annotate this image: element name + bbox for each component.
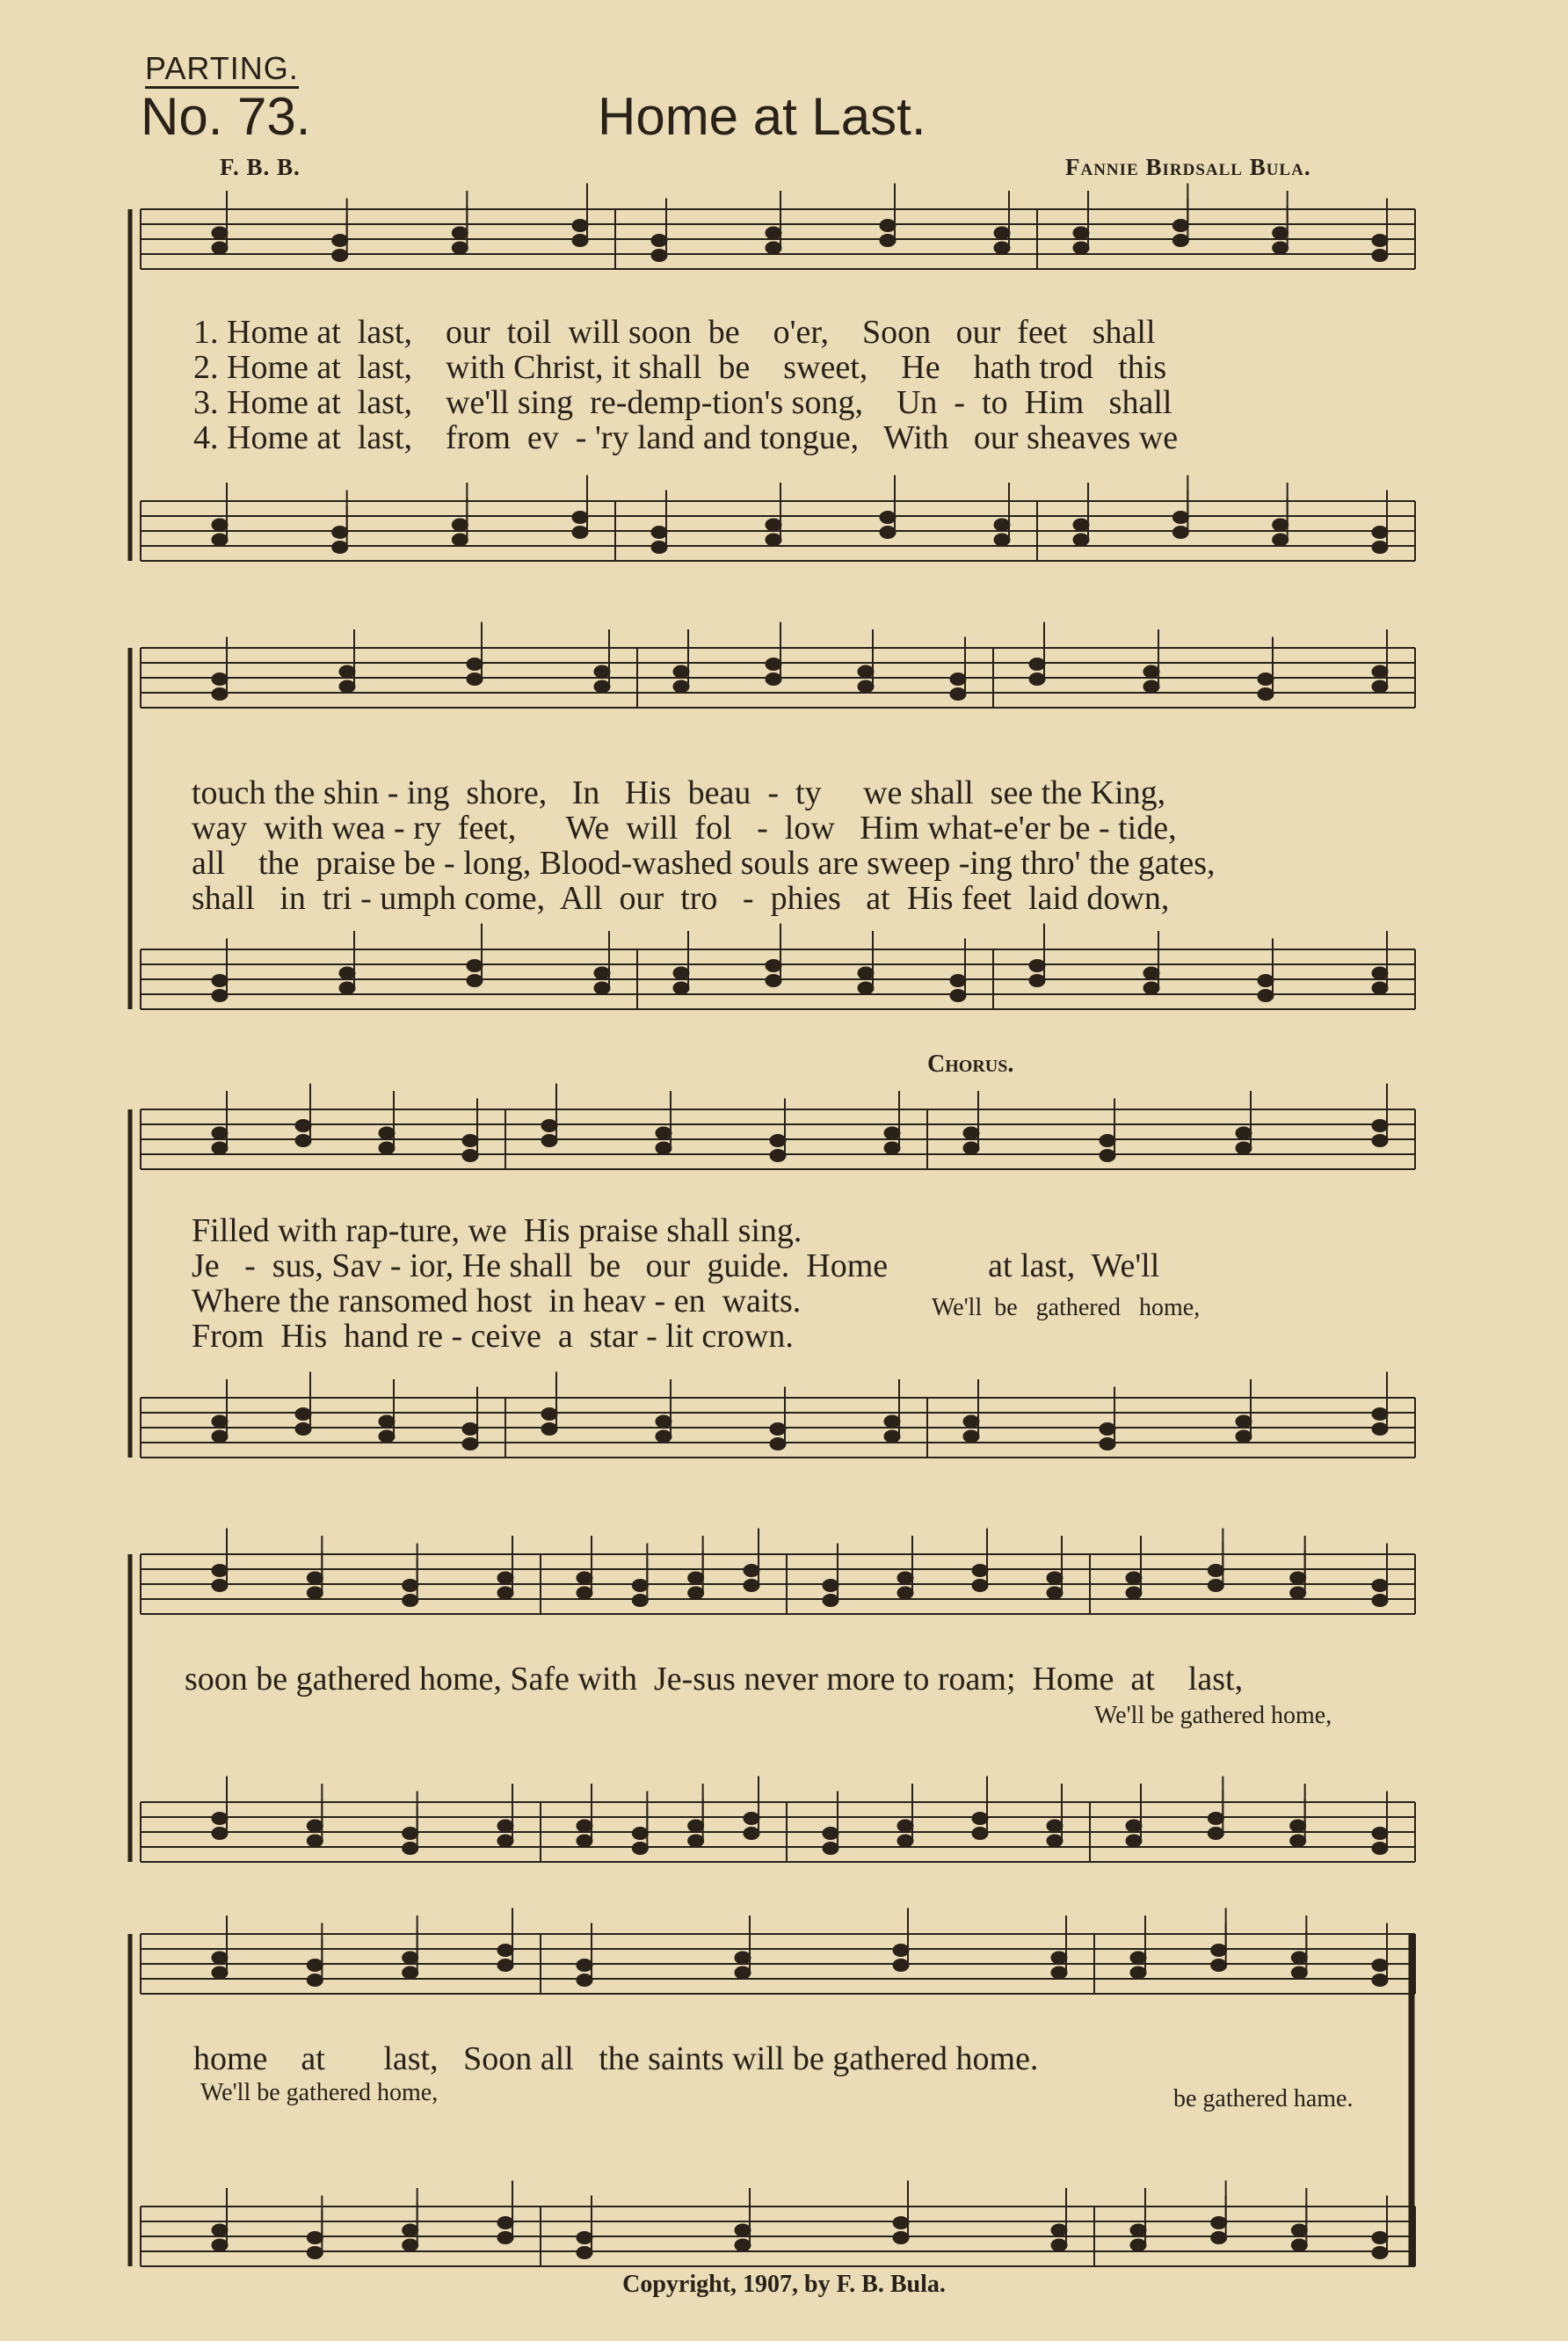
note-head — [572, 527, 588, 539]
note-head — [1047, 1835, 1063, 1847]
note-head — [673, 680, 689, 693]
note-head — [1236, 1430, 1252, 1443]
note-head — [770, 1135, 786, 1147]
note-head — [858, 680, 874, 693]
note-head — [884, 1127, 900, 1139]
note-head — [452, 227, 468, 239]
note-head — [403, 1580, 418, 1592]
note-head — [1372, 1595, 1388, 1607]
note-head — [379, 1127, 395, 1139]
note-head — [994, 519, 1010, 531]
note-head — [688, 1572, 704, 1584]
note-head — [766, 519, 781, 531]
note-head — [950, 990, 966, 1002]
note-head — [403, 1967, 418, 1979]
note-head — [963, 1415, 979, 1428]
note-head — [735, 1952, 751, 1964]
chorus-label: Chorus. — [927, 1051, 1014, 1078]
note-head — [858, 982, 874, 994]
note-head — [823, 1843, 838, 1855]
verse-3-line-1: 3. Home at last, we'll sing re-demp-tion's song, Un - to Him shall — [193, 384, 1172, 421]
note-head — [1208, 1813, 1223, 1825]
note-head — [295, 1135, 311, 1147]
note-head — [212, 227, 228, 239]
note-head — [1290, 1587, 1306, 1599]
note-head — [1372, 1408, 1388, 1421]
note-head — [1372, 1974, 1388, 1987]
note-head — [1172, 527, 1188, 539]
note-head — [858, 665, 874, 678]
note-head — [212, 1127, 228, 1139]
note-head — [1130, 1952, 1146, 1964]
note-head — [744, 1580, 759, 1592]
verse-4-line-1: 4. Home at last, from ev - 'ry land and tongue, With our sheaves we — [193, 419, 1179, 456]
note-head — [950, 975, 966, 987]
note-head — [766, 960, 781, 972]
note-head — [452, 534, 468, 546]
note-head — [379, 1142, 395, 1154]
note-head — [884, 1430, 900, 1443]
note-head — [994, 242, 1010, 254]
note-head — [963, 1142, 979, 1154]
note-head — [212, 1828, 228, 1840]
verse-2-line-2: way with wea - ry feet, We will fol - low Him what-e'er be - tide, — [192, 810, 1177, 847]
note-head — [594, 680, 610, 693]
note-head — [462, 1423, 478, 1436]
note-head — [577, 1974, 592, 1987]
note-head — [893, 1945, 909, 1957]
note-head — [307, 2232, 323, 2244]
note-head — [1172, 512, 1188, 524]
note-head — [766, 975, 781, 987]
note-head — [462, 1150, 478, 1162]
note-head — [823, 1828, 838, 1840]
note-head — [1372, 665, 1388, 678]
note-head — [541, 1423, 557, 1436]
note-head — [452, 519, 468, 531]
note-head — [1029, 975, 1045, 987]
note-head — [735, 2239, 751, 2251]
note-head — [572, 220, 588, 232]
note-head — [339, 665, 355, 678]
note-head — [897, 1587, 913, 1599]
note-head — [339, 982, 355, 994]
note-head — [212, 1580, 228, 1592]
verse-1-line-1: 1. Home at last, our toil will soon be o'er, Soon our feet shall — [193, 314, 1156, 351]
note-head — [1130, 2239, 1146, 2251]
note-head — [1130, 1967, 1146, 1979]
note-head — [1372, 1828, 1388, 1840]
note-head — [1372, 250, 1388, 262]
note-head — [766, 534, 781, 546]
verse-1-line-2: touch the shin - ing shore, In His beau - ty we shall see the King, — [192, 774, 1166, 811]
note-head — [770, 1423, 786, 1436]
note-head — [212, 673, 228, 686]
note-head — [541, 1408, 557, 1421]
note-head — [379, 1415, 395, 1428]
note-head — [1290, 1572, 1306, 1584]
note-head — [467, 658, 483, 671]
note-head — [1372, 542, 1388, 554]
note-head — [212, 1952, 228, 1964]
note-head — [823, 1595, 838, 1607]
note-head — [403, 2224, 418, 2236]
note-head — [766, 227, 781, 239]
note-head — [897, 1835, 913, 1847]
note-head — [1258, 975, 1274, 987]
note-head — [1236, 1127, 1252, 1139]
note-head — [1100, 1423, 1115, 1436]
composer-initials: F. B. B. — [220, 154, 301, 180]
hymn-title: Home at Last. — [598, 87, 926, 146]
note-head — [212, 990, 228, 1002]
chorus-echo-3: We'll be gathered home, — [200, 2079, 439, 2106]
note-head — [1273, 227, 1289, 239]
note-head — [212, 1565, 228, 1577]
note-head — [651, 235, 667, 247]
note-head — [577, 1959, 592, 1972]
note-head — [572, 235, 588, 247]
note-head — [744, 1828, 759, 1840]
note-head — [1029, 658, 1045, 671]
copyright-notice: Copyright, 1907, by F. B. Bula. — [622, 2271, 946, 2298]
note-head — [1143, 665, 1159, 678]
note-head — [1208, 1565, 1223, 1577]
note-head — [577, 2247, 592, 2259]
note-head — [332, 542, 348, 554]
note-head — [452, 242, 468, 254]
note-head — [577, 1572, 592, 1584]
note-head — [462, 1135, 478, 1147]
note-head — [1291, 2224, 1307, 2236]
note-head — [880, 220, 896, 232]
note-head — [497, 1959, 513, 1972]
note-head — [766, 673, 781, 686]
note-head — [1372, 1843, 1388, 1855]
note-head — [403, 1843, 418, 1855]
chorus-line-3: home at last, Soon all the saints will be gathered home. — [193, 2040, 1039, 2077]
note-head — [497, 2232, 513, 2244]
note-head — [1143, 680, 1159, 693]
note-head — [594, 665, 610, 678]
note-head — [744, 1813, 759, 1825]
note-head — [307, 1587, 323, 1599]
note-head — [1236, 1415, 1252, 1428]
note-head — [212, 1430, 228, 1443]
note-head — [541, 1135, 557, 1147]
chorus-echo-4: be gathered hame. — [1173, 2085, 1354, 2112]
note-head — [884, 1142, 900, 1154]
note-head — [212, 975, 228, 987]
note-head — [462, 1438, 478, 1450]
note-head — [1051, 2224, 1067, 2236]
note-head — [403, 1828, 418, 1840]
verse-3-line-3: Where the ransomed host in heav - en waits. — [192, 1283, 802, 1320]
note-head — [673, 982, 689, 994]
note-head — [1073, 227, 1089, 239]
verse-4-line-2: shall in tri - umph come, All our tro - phies at His feet laid down, — [192, 880, 1170, 917]
note-head — [823, 1580, 838, 1592]
note-head — [577, 1835, 592, 1847]
note-head — [766, 242, 781, 254]
note-head — [651, 542, 667, 554]
chorus-echo-1: We'll be gathered home, — [932, 1294, 1201, 1321]
note-head — [1100, 1135, 1115, 1147]
note-head — [688, 1835, 704, 1847]
note-head — [1130, 2224, 1146, 2236]
note-head — [688, 1587, 704, 1599]
note-head — [1372, 1423, 1388, 1436]
note-head — [594, 982, 610, 994]
note-head — [467, 673, 483, 686]
note-head — [212, 1813, 228, 1825]
note-head — [212, 242, 228, 254]
note-head — [1273, 519, 1289, 531]
note-head — [972, 1813, 988, 1825]
note-head — [688, 1820, 704, 1832]
note-head — [1372, 527, 1388, 539]
note-head — [1372, 2232, 1388, 2244]
note-head — [1211, 2217, 1227, 2229]
note-head — [332, 527, 348, 539]
note-head — [332, 235, 348, 247]
note-head — [770, 1150, 786, 1162]
note-head — [1073, 242, 1089, 254]
note-head — [744, 1565, 759, 1577]
note-head — [1258, 673, 1274, 686]
note-head — [972, 1580, 988, 1592]
note-head — [1051, 2239, 1067, 2251]
note-head — [1211, 1945, 1227, 1957]
note-head — [577, 1587, 592, 1599]
note-head — [897, 1572, 913, 1584]
note-head — [1208, 1828, 1223, 1840]
note-head — [1273, 534, 1289, 546]
note-head — [1029, 960, 1045, 972]
note-head — [858, 967, 874, 979]
note-head — [963, 1430, 979, 1443]
note-head — [1051, 1952, 1067, 1964]
note-head — [1126, 1587, 1142, 1599]
note-head — [403, 2239, 418, 2251]
note-head — [1372, 1120, 1388, 1132]
note-head — [735, 1967, 751, 1979]
note-head — [1208, 1580, 1223, 1592]
note-head — [880, 512, 896, 524]
note-head — [307, 1835, 323, 1847]
chorus-line-2: soon be gathered home, Safe with Je-sus never more to roam; Home at last, — [185, 1661, 1244, 1698]
note-head — [307, 1959, 323, 1972]
note-head — [770, 1438, 786, 1450]
note-head — [212, 2224, 228, 2236]
note-head — [1073, 519, 1089, 531]
note-head — [1291, 2239, 1307, 2251]
note-head — [884, 1415, 900, 1428]
verse-3-line-2: all the praise be - long, Blood-washed souls are sweep -ing thro' the gates, — [192, 845, 1216, 882]
note-head — [656, 1415, 671, 1428]
hymn-number: No. 73. — [141, 87, 311, 146]
note-head — [656, 1127, 671, 1139]
note-head — [950, 688, 966, 701]
note-head — [963, 1127, 979, 1139]
note-head — [1172, 220, 1188, 232]
note-head — [577, 1820, 592, 1832]
note-head — [497, 1835, 513, 1847]
note-head — [632, 1843, 648, 1855]
author-credit: Fannie Birdsall Bula. — [1065, 154, 1311, 180]
note-head — [972, 1565, 988, 1577]
note-head — [212, 1967, 228, 1979]
note-head — [594, 967, 610, 979]
note-head — [651, 527, 667, 539]
verse-2-line-1: 2. Home at last, with Christ, it shall be sweet, He hath trod this — [193, 349, 1167, 386]
note-head — [972, 1828, 988, 1840]
note-head — [1126, 1835, 1142, 1847]
note-head — [1236, 1142, 1252, 1154]
note-head — [212, 1142, 228, 1154]
note-head — [497, 1820, 513, 1832]
note-head — [1291, 1952, 1307, 1964]
note-head — [1143, 982, 1159, 994]
note-head — [1211, 1959, 1227, 1972]
note-head — [893, 2217, 909, 2229]
note-head — [212, 688, 228, 701]
note-head — [1143, 967, 1159, 979]
note-head — [1273, 242, 1289, 254]
note-head — [1047, 1572, 1063, 1584]
note-head — [497, 1587, 513, 1599]
note-head — [212, 519, 228, 531]
chorus-echo-2: We'll be gathered home, — [1094, 1702, 1332, 1729]
note-head — [1290, 1820, 1306, 1832]
note-head — [572, 512, 588, 524]
note-head — [332, 250, 348, 262]
note-head — [1051, 1967, 1067, 1979]
note-head — [541, 1120, 557, 1132]
note-head — [673, 665, 689, 678]
note-head — [1372, 680, 1388, 693]
note-head — [497, 2217, 513, 2229]
note-head — [379, 1430, 395, 1443]
note-head — [467, 975, 483, 987]
note-head — [1100, 1438, 1115, 1450]
note-head — [1372, 235, 1388, 247]
note-head — [1372, 1135, 1388, 1147]
note-head — [893, 1959, 909, 1972]
note-head — [880, 527, 896, 539]
note-head — [307, 1974, 323, 1987]
note-head — [577, 2232, 592, 2244]
note-head — [1372, 982, 1388, 994]
note-head — [212, 1415, 228, 1428]
note-head — [403, 1595, 418, 1607]
note-head — [307, 2247, 323, 2259]
verse-4-line-3: From His hand re - ceive a star - lit crown. — [192, 1318, 794, 1355]
note-head — [673, 967, 689, 979]
note-head — [1372, 967, 1388, 979]
note-head — [1372, 1580, 1388, 1592]
note-head — [403, 1952, 418, 1964]
note-head — [339, 680, 355, 693]
note-head — [893, 2232, 909, 2244]
note-head — [632, 1580, 648, 1592]
note-head — [295, 1423, 311, 1436]
note-head — [467, 960, 483, 972]
note-head — [1211, 2232, 1227, 2244]
note-head — [497, 1572, 513, 1584]
note-head — [497, 1945, 513, 1957]
note-head — [656, 1430, 671, 1443]
hymn-topic: PARTING. — [145, 51, 299, 89]
note-head — [1372, 2247, 1388, 2259]
note-head — [1100, 1150, 1115, 1162]
note-head — [1258, 990, 1274, 1002]
note-head — [656, 1142, 671, 1154]
verse-2-line-3: Je - sus, Sav - ior, He shall be our guide. Home at last, We'll — [192, 1247, 1160, 1284]
note-head — [994, 227, 1010, 239]
note-head — [307, 1820, 323, 1832]
note-head — [295, 1408, 311, 1421]
note-head — [1372, 1959, 1388, 1972]
note-head — [897, 1820, 913, 1832]
note-head — [651, 250, 667, 262]
note-head — [735, 2224, 751, 2236]
note-head — [632, 1595, 648, 1607]
note-head — [1258, 688, 1274, 701]
note-head — [1172, 235, 1188, 247]
note-head — [295, 1120, 311, 1132]
note-head — [632, 1828, 648, 1840]
note-head — [994, 534, 1010, 546]
note-head — [339, 967, 355, 979]
note-head — [1291, 1967, 1307, 1979]
note-head — [1126, 1820, 1142, 1832]
note-head — [1126, 1572, 1142, 1584]
note-head — [307, 1572, 323, 1584]
note-head — [1290, 1835, 1306, 1847]
note-head — [1029, 673, 1045, 686]
note-head — [950, 673, 966, 686]
note-head — [212, 534, 228, 546]
note-head — [1047, 1587, 1063, 1599]
note-head — [1047, 1820, 1063, 1832]
verse-1-line-3: Filled with rap-ture, we His praise shall sing. — [192, 1212, 802, 1249]
note-head — [880, 235, 896, 247]
note-head — [212, 2239, 228, 2251]
note-head — [766, 658, 781, 671]
note-head — [1073, 534, 1089, 546]
